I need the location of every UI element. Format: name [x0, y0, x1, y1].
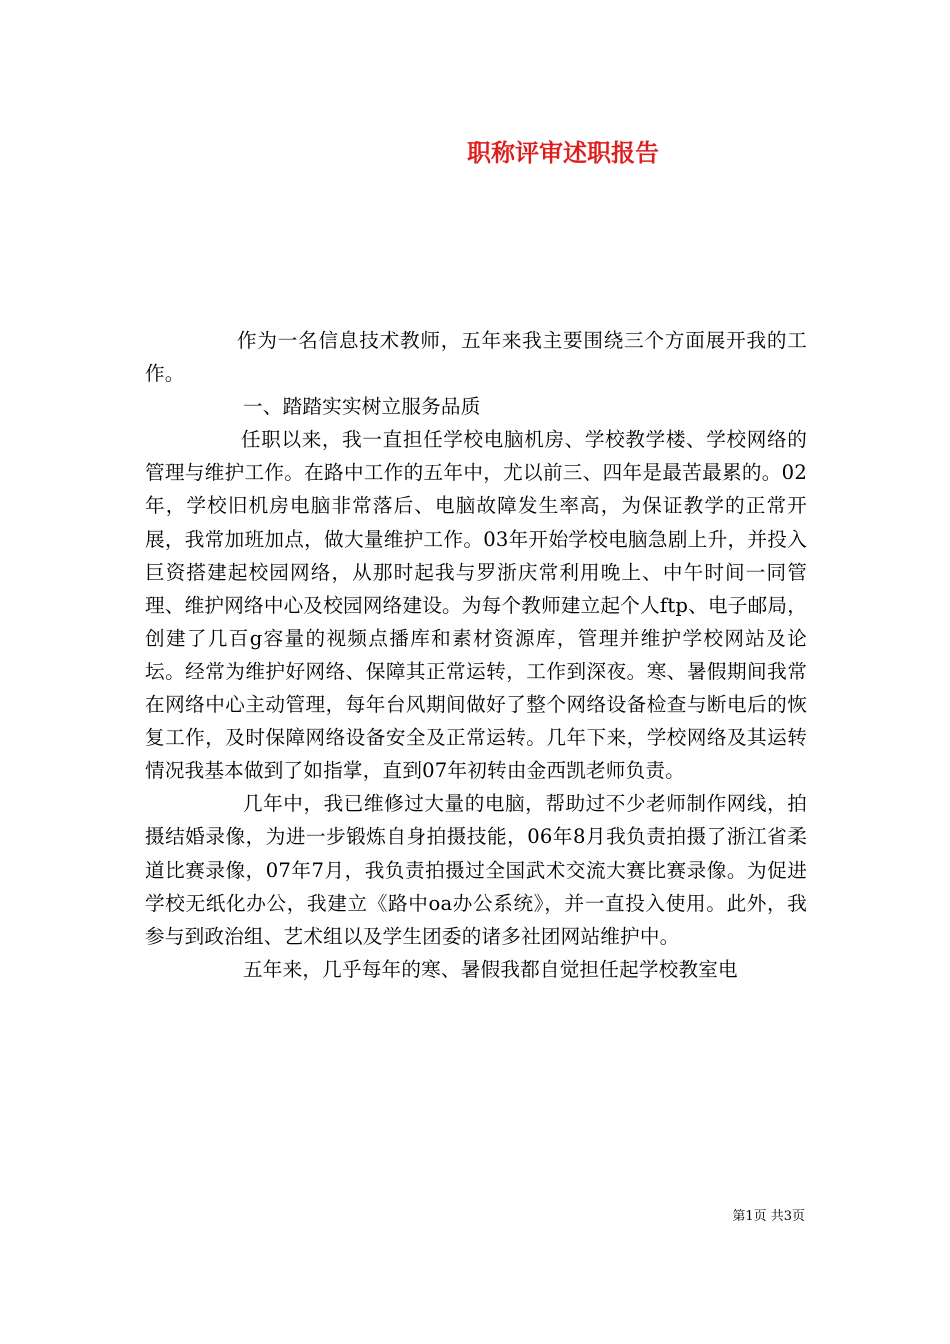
document-title: 职称评审述职报告: [467, 138, 659, 167]
paragraph-network-maintenance: 任职以来，我一直担任学校电脑机房、学校教学楼、学校网络的管理与维护工作。在路中工作的五年中，尤以前三、四年是最苦最累的。02年，学校旧机房电脑非常落后、电脑故障发生率高，为保证教学的正常开展，我常加班加点，做大量维护工作。03年开始学校电脑急剧上升，并投入巨资搭建起校园网络，从那时起我与罗浙庆常利用晚上、中午时间一同管理、维护网络中心及校园网络建设。为每个教师建立起个人ftp、电子邮局，创建了几百g容量的视频点播库和素材资源库，管理并维护学校网站及论坛。经常为维护好网络、保障其正常运转，工作到深夜。寒、暑假期间我常在网络中心主动管理，每年台风期间做好了整个网络设备检查与断电后的恢复工作，及时保障网络设备安全及正常运转。几年下来，学校网络及其运转情况我基本做到了如指掌，直到07年初转由金西凯老师负责。: [145, 428, 807, 783]
paragraph-intro: 作为一名信息技术教师，五年来我主要围绕三个方面展开我的工作。: [145, 329, 807, 386]
paragraph-repairs-and-video: 几年中，我已维修过大量的电脑，帮助过不少老师制作网线，拍摄结婚录像，为进一步锻炼自身拍摄技能，06年8月我负责拍摄了浙江省柔道比赛录像，07年7月，我负责拍摄过全国武术交流大赛比赛录像。为促进学校无纸化办公，我建立《路中oa办公系统》，并一直投入使用。此外，我参与到政治组、艺术组以及学生团委的诸多社团网站维护中。: [145, 792, 807, 948]
paragraph-vacation-duties: 五年来，几乎每年的寒、暑假我都自觉担任起学校教室电: [243, 957, 738, 981]
document-body: [145, 324, 807, 986]
section-heading-1: 一、踏踏实实树立服务品质: [243, 395, 481, 419]
page-number-footer: 第1页 共3页: [732, 1209, 805, 1224]
